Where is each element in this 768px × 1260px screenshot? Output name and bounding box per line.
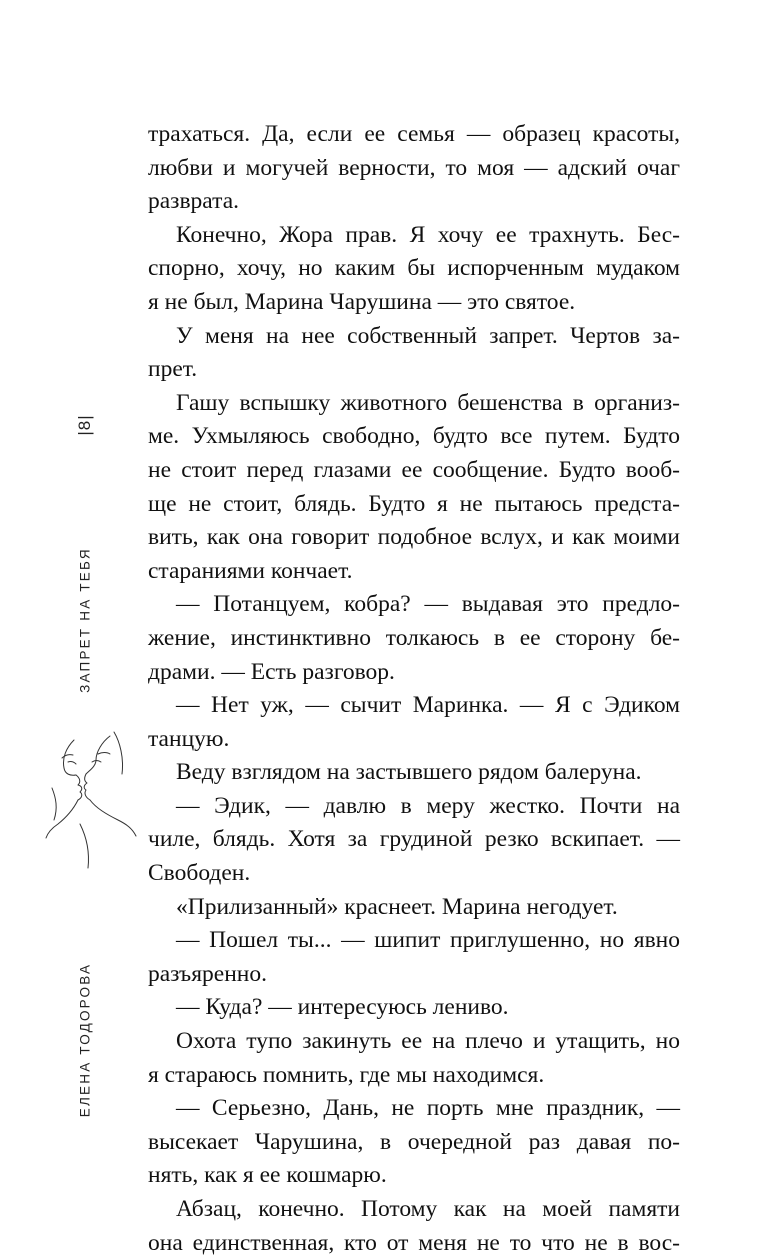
- text-line: стараниями кончает.: [148, 557, 353, 584]
- running-title: ЗАПРЕТ НА ТЕБЯ: [77, 547, 93, 693]
- text-line: — Эдик, — давлю в меру жестко. Почти на: [176, 792, 680, 819]
- text-line: прет.: [148, 356, 198, 383]
- text-line: ме. Ухмыляюсь свободно, будто все путем. Будто: [148, 423, 680, 450]
- running-title-column: [74, 520, 96, 720]
- text-line: драми. — Есть разговор.: [148, 658, 395, 685]
- page-number: |8|: [75, 414, 94, 436]
- text-line: она единственная, кто от меня не то что не в вос-: [148, 1229, 680, 1256]
- text-line: — Серьезно, Дань, не порть мне праздник, —: [176, 1095, 680, 1122]
- text-line: — Нет уж, — сычит Маринка. — Я с Эдиком: [176, 692, 680, 719]
- kissing-couple-illustration: [40, 728, 140, 878]
- text-line: Охота тупо закинуть ее на плечо и утащить, но: [176, 1028, 680, 1055]
- text-line: — Пошел ты... — шипит приглушенно, но явно: [176, 927, 680, 954]
- text-line: трахаться. Да, если ее семья — образец красоты,: [148, 121, 680, 147]
- text-line: спорно, хочу, но каким бы испорченным мудаком: [148, 255, 680, 282]
- text-line: разъяренно.: [148, 960, 267, 987]
- text-line: жение, инстинктивно толкаюсь в ее сторону бе-: [148, 624, 680, 651]
- text-line: — Потанцуем, кобра? — выдавая это предло-: [176, 591, 680, 618]
- text-line: любви и могучей верности, то моя — адский очаг: [148, 154, 680, 181]
- author-column: [74, 930, 96, 1150]
- text-line: высекает Чарушина, в очередной раз давая по-: [148, 1128, 680, 1155]
- text-line: не стоит перед глазами ее сообщение. Будто вооб-: [148, 456, 680, 483]
- text-line: я не был, Марина Чарушина — это святое.: [148, 288, 576, 315]
- text-line: танцую.: [148, 725, 230, 752]
- text-line: ще не стоит, блядь. Будто я не пытаюсь предста-: [148, 490, 680, 517]
- text-line: чиле, блядь. Хотя за грудиной резко вскипает. —: [148, 826, 680, 853]
- text-line: «Прилизанный» краснеет. Марина негодует.: [176, 893, 618, 920]
- text-line: У меня на нее собственный запрет. Чертов за-: [176, 322, 680, 349]
- text-line: разврата.: [148, 188, 239, 215]
- text-line: Абзац, конечно. Потому как на моей памяти: [176, 1196, 680, 1222]
- body-text: [148, 118, 680, 1260]
- author-name: ЕЛЕНА ТОДОРОВА: [77, 962, 93, 1118]
- text-line: Веду взглядом на застывшего рядом балеруна.: [176, 759, 642, 786]
- text-line: нять, как я ее кошмарю.: [148, 1162, 387, 1189]
- text-line: Свободен.: [148, 860, 251, 887]
- text-line: Конечно, Жора прав. Я хочу ее трахнуть. Бес-: [176, 221, 680, 248]
- text-line: Гашу вспышку животного бешенства в организ-: [176, 389, 680, 416]
- page-number-column: [74, 400, 96, 450]
- text-line: — Куда? — интересуюсь лениво.: [176, 994, 509, 1021]
- text-line: вить, как она говорит подобное вслух, и как моими: [148, 524, 680, 551]
- text-line: я стараюсь помнить, где мы находимся.: [148, 1061, 545, 1088]
- page-number-value: 8: [75, 419, 94, 431]
